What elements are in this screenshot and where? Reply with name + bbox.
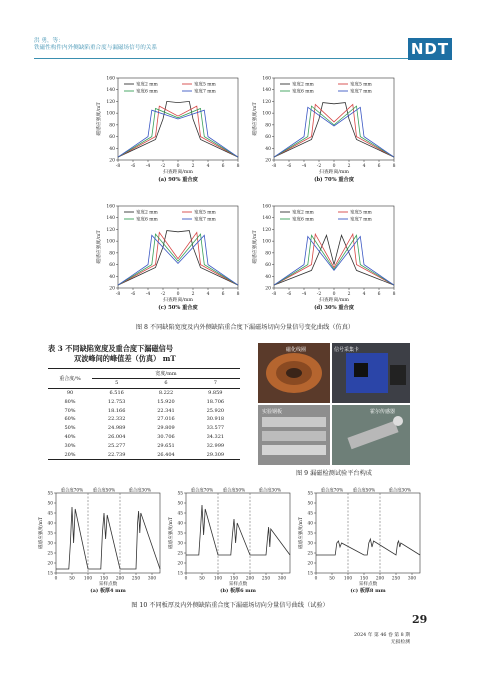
x-tick-label: 8 [392, 164, 396, 169]
y-tick-label: 30 [307, 541, 313, 547]
y-axis-label: 磁感应强度/mT [299, 517, 304, 549]
x-tick-label: 2 [191, 164, 195, 169]
y-axis-label: 磁感应强度/mT [97, 230, 102, 264]
section-label: 重合度70% [60, 488, 84, 494]
y-tick-label: 100 [106, 111, 115, 117]
table3-col: 5 [115, 380, 119, 387]
fig8-chart-d [248, 200, 398, 318]
legend-label: 宽度6 mm [292, 89, 314, 95]
running-header [34, 38, 157, 52]
table-cell: 29.651 [157, 442, 175, 449]
table-cell: 18.706 [206, 398, 225, 405]
series-line [274, 103, 394, 158]
y-tick-label: 40 [109, 146, 115, 152]
table-cell: 15.920 [157, 398, 175, 405]
panel-label: (c) 50% 重合度 [158, 305, 198, 311]
y-tick-label: 80 [109, 251, 115, 257]
legend-label: 宽度5 mm [194, 82, 216, 88]
series-line [274, 107, 394, 157]
x-tick-label: 8 [236, 292, 240, 297]
x-tick-label: 0 [176, 164, 180, 169]
y-tick-label: 45 [307, 511, 313, 517]
section-label: 重合度30% [388, 488, 412, 494]
x-axis-label: 扫查距离/mm [163, 170, 193, 175]
x-tick-label: 0 [54, 576, 58, 582]
y-tick-label: 55 [307, 491, 313, 497]
y-tick-label: 40 [265, 146, 271, 152]
table-row [48, 441, 240, 450]
x-tick-label: -8 [271, 164, 277, 169]
y-tick-label: 40 [109, 274, 115, 280]
y-tick-label: 60 [265, 135, 271, 141]
photo-label: 磁化线圈 [286, 347, 307, 353]
x-tick-label: 250 [131, 576, 141, 582]
x-tick-label: 100 [213, 576, 223, 582]
x-tick-label: 4 [362, 164, 366, 169]
header-rule [34, 58, 410, 59]
fig8-chart-c [92, 200, 242, 318]
y-tick-label: 20 [265, 158, 271, 164]
x-tick-label: -2 [316, 164, 322, 169]
y-tick-label: 140 [262, 88, 271, 94]
y-tick-label: 160 [262, 76, 271, 82]
table3 [48, 368, 240, 460]
table-cell: 22.332 [107, 416, 126, 423]
x-tick-label: 200 [115, 576, 125, 582]
table-cell: 33.577 [206, 425, 225, 432]
table-row [48, 388, 240, 397]
header-title: 铁磁性构件内外侧缺陷重合度与漏磁场信号的关系 [34, 45, 158, 51]
legend-label: 宽度5 mm [194, 210, 216, 216]
journal-logo: NDT [408, 38, 452, 60]
section-label: 重合度50% [92, 488, 116, 494]
x-tick-label: -6 [286, 164, 292, 169]
x-tick-label: 0 [332, 164, 336, 169]
photo-label: 霍尔传感器 [370, 409, 396, 415]
x-tick-label: 250 [391, 576, 401, 582]
y-tick-label: 40 [177, 521, 183, 527]
fig10-chart-a [36, 485, 166, 597]
x-tick-label: 150 [359, 576, 369, 582]
y-tick-label: 60 [109, 263, 115, 269]
table-cell: 25.277 [107, 442, 126, 449]
y-tick-label: 20 [307, 561, 313, 567]
legend-label: 宽度6 mm [136, 217, 158, 223]
legend-label: 宽度7 mm [194, 217, 216, 223]
x-tick-label: 100 [83, 576, 93, 582]
y-tick-label: 40 [265, 274, 271, 280]
fig8-caption: 图 8 不同缺陷宽度及内外侧缺陷重合度下漏磁场切向分量信号变化曲线（仿真） [135, 324, 355, 331]
fig8-chart-b [248, 72, 398, 190]
table-cell: 20% [64, 451, 76, 458]
journal-name: 无损检测 [390, 640, 410, 645]
x-tick-label: 2 [191, 292, 195, 297]
panel-label: (d) 30% 重合度 [314, 305, 354, 311]
y-tick-label: 25 [307, 551, 313, 557]
photo-label: 信号采集卡 [334, 347, 360, 353]
series-line [274, 235, 394, 285]
x-tick-label: 50 [69, 576, 75, 582]
x-tick-label: -4 [301, 164, 307, 169]
series-line [56, 507, 160, 569]
y-tick-label: 100 [262, 239, 271, 245]
x-tick-label: -8 [271, 292, 277, 297]
table-cell: 22.739 [107, 451, 126, 458]
fig9-caption: 图 9 漏磁检测试验平台构成 [296, 470, 372, 477]
page-number: 29 [412, 613, 428, 626]
table-cell: 80% [64, 398, 76, 405]
y-tick-label: 55 [47, 491, 53, 497]
x-tick-label: 0 [176, 292, 180, 297]
y-tick-label: 160 [106, 76, 115, 82]
y-tick-label: 60 [265, 263, 271, 269]
x-tick-label: 100 [343, 576, 353, 582]
table-cell: 32.999 [206, 442, 225, 449]
panel-label: (a) 90% 重合度 [158, 177, 198, 183]
legend-label: 宽度5 mm [350, 82, 372, 88]
fig10-chart-c [296, 485, 426, 597]
y-tick-label: 80 [265, 251, 271, 257]
fig10-caption: 图 10 不同板厚及内外侧缺陷重合度下漏磁场切向分量信号曲线（试验） [131, 602, 329, 609]
x-tick-label: 200 [245, 576, 255, 582]
y-tick-label: 45 [177, 511, 183, 517]
y-tick-label: 120 [262, 227, 271, 233]
plot-frame [316, 493, 420, 573]
table3-title-line2: 双波峰间的峰值差（仿真） mT [74, 354, 176, 363]
x-tick-label: 6 [221, 292, 225, 297]
panel-label: (b) 70% 重合度 [314, 177, 354, 183]
series-line [118, 110, 238, 157]
table3-corner: 重合度/% [48, 369, 92, 389]
y-axis-label: 磁感应强度/mT [169, 517, 174, 549]
x-tick-label: 2 [347, 164, 351, 169]
y-tick-label: 20 [109, 286, 115, 292]
x-tick-label: -4 [301, 292, 307, 297]
fig8-chart-a [92, 72, 242, 190]
table-row [48, 415, 240, 424]
table-row [48, 397, 240, 406]
x-axis-label: 扫查距离/mm [319, 298, 349, 303]
legend-label: 宽度2 mm [136, 210, 158, 216]
x-tick-label: -2 [316, 292, 322, 297]
series-line [274, 106, 394, 157]
x-tick-label: 300 [277, 576, 287, 582]
table-cell: 50% [64, 425, 76, 432]
section-label: 重合度30% [128, 488, 152, 494]
table-cell: 30.706 [157, 433, 175, 440]
y-tick-label: 140 [262, 216, 271, 222]
x-tick-label: 0 [332, 292, 336, 297]
y-tick-label: 160 [262, 204, 271, 210]
y-tick-label: 60 [109, 135, 115, 141]
section-label: 重合度50% [222, 488, 246, 494]
y-tick-label: 15 [177, 571, 183, 577]
x-tick-label: -2 [160, 292, 166, 297]
x-tick-label: 150 [99, 576, 109, 582]
issue-info: 2024 年 第 46 卷 第 8 期 [353, 633, 410, 638]
x-tick-label: 0 [314, 576, 318, 582]
table-row [48, 424, 240, 433]
table-cell: 29.809 [157, 425, 175, 432]
legend-label: 宽度6 mm [292, 217, 314, 223]
section-label: 重合度70% [320, 488, 344, 494]
table-cell: 9.859 [208, 389, 223, 396]
x-tick-label: -2 [160, 164, 166, 169]
table-cell: 70% [64, 407, 76, 414]
panel-label: (b) 板厚6 mm [220, 588, 256, 594]
x-tick-label: -6 [286, 292, 292, 297]
table-cell: 29.309 [206, 451, 225, 458]
y-tick-label: 55 [177, 491, 183, 497]
table-cell: 26.004 [107, 433, 126, 440]
coil-icon [266, 353, 322, 393]
x-tick-label: 300 [407, 576, 417, 582]
legend-label: 宽度7 mm [350, 217, 372, 223]
y-tick-label: 25 [177, 551, 183, 557]
y-tick-label: 30 [177, 541, 183, 547]
x-tick-label: 8 [236, 164, 240, 169]
series-line [118, 231, 238, 286]
table-cell: 18.166 [107, 407, 126, 414]
y-tick-label: 15 [47, 571, 53, 577]
x-tick-label: 4 [206, 164, 210, 169]
y-axis-label: 磁感应强度/mT [39, 517, 44, 549]
y-tick-label: 50 [307, 501, 313, 507]
legend-label: 宽度2 mm [136, 82, 158, 88]
y-tick-label: 50 [47, 501, 53, 507]
x-tick-label: 50 [199, 576, 205, 582]
y-tick-label: 140 [106, 88, 115, 94]
series-line [118, 101, 238, 157]
y-tick-label: 50 [177, 501, 183, 507]
x-tick-label: 6 [377, 292, 381, 297]
series-line [316, 539, 420, 555]
x-tick-label: -8 [115, 164, 121, 169]
legend-label: 宽度6 mm [136, 89, 158, 95]
y-tick-label: 30 [47, 541, 53, 547]
y-tick-label: 80 [109, 123, 115, 129]
y-tick-label: 35 [47, 531, 53, 537]
series-line [186, 505, 290, 555]
table3-title [48, 344, 248, 364]
x-tick-label: 250 [261, 576, 271, 582]
x-tick-label: 6 [221, 164, 225, 169]
table-cell: 27.016 [157, 416, 175, 423]
legend-label: 宽度5 mm [350, 210, 372, 216]
legend-label: 宽度2 mm [292, 82, 314, 88]
table-cell: 25.920 [206, 407, 225, 414]
y-tick-label: 20 [177, 561, 183, 567]
series-line [274, 234, 394, 285]
x-tick-label: 4 [362, 292, 366, 297]
table-cell: 90 [66, 389, 74, 396]
panel-label: (c) 板厚8 mm [350, 588, 386, 594]
x-tick-label: 50 [329, 576, 335, 582]
y-tick-label: 120 [262, 99, 271, 105]
table3-col: 7 [213, 380, 217, 387]
table-cell: 24.989 [107, 425, 126, 432]
y-tick-label: 100 [106, 239, 115, 245]
y-tick-label: 80 [265, 123, 271, 129]
section-label: 重合度70% [190, 488, 214, 494]
series-line [118, 106, 238, 157]
y-tick-label: 20 [47, 561, 53, 567]
table3-col: 6 [164, 380, 168, 387]
table-cell: 12.753 [107, 398, 126, 405]
table-row [48, 406, 240, 415]
series-line [118, 232, 238, 285]
y-tick-label: 35 [307, 531, 313, 537]
table3-group-header: 宽度/mm [92, 369, 240, 379]
legend-label: 宽度7 mm [350, 89, 372, 95]
table-cell: 34.321 [206, 433, 225, 440]
x-tick-label: -4 [145, 292, 151, 297]
table-cell: 26.404 [157, 451, 175, 458]
x-axis-label: 扫查距离/mm [319, 170, 349, 175]
table-cell: 30% [64, 442, 76, 449]
x-axis-label: 扫查距离/mm [163, 298, 193, 303]
photo-label: 实验钢板 [262, 409, 283, 415]
legend-label: 宽度7 mm [194, 89, 216, 95]
y-tick-label: 120 [106, 99, 115, 105]
table-cell: 6.516 [109, 389, 124, 396]
table-cell: 30.918 [206, 416, 225, 423]
panel-label: (a) 板厚4 mm [90, 588, 126, 594]
series-line [274, 104, 394, 157]
x-axis-label: 采样点数 [228, 582, 248, 587]
table-row [48, 450, 240, 459]
journal-footer [350, 632, 410, 646]
plot-frame [56, 493, 160, 573]
header-authors: 洪 勇，等： [34, 38, 64, 44]
y-axis-label: 磁感应强度/mT [253, 230, 258, 264]
x-tick-label: 4 [206, 292, 210, 297]
section-label: 重合度50% [352, 488, 376, 494]
y-tick-label: 20 [265, 286, 271, 292]
x-tick-label: 6 [377, 164, 381, 169]
x-axis-label: 采样点数 [98, 582, 118, 587]
y-axis-label: 磁感应强度/mT [97, 102, 102, 136]
y-tick-label: 40 [47, 521, 53, 527]
x-tick-label: 150 [229, 576, 239, 582]
y-axis-label: 磁感应强度/mT [253, 102, 258, 136]
steel-plates-icon [262, 417, 326, 455]
y-tick-label: 140 [106, 216, 115, 222]
x-tick-label: 200 [375, 576, 385, 582]
series-line [118, 234, 238, 285]
y-tick-label: 25 [47, 551, 53, 557]
table-row [48, 433, 240, 442]
table-cell: 22.341 [157, 407, 175, 414]
y-tick-label: 160 [106, 204, 115, 210]
table-cell: 40% [64, 433, 76, 440]
section-label: 重合度30% [258, 488, 282, 494]
x-tick-label: -6 [130, 164, 136, 169]
series-line [118, 235, 238, 285]
x-tick-label: 0 [184, 576, 188, 582]
table-cell: 8.222 [158, 389, 174, 396]
x-tick-label: -4 [145, 164, 151, 169]
y-tick-label: 20 [109, 158, 115, 164]
x-tick-label: -6 [130, 292, 136, 297]
y-tick-label: 40 [307, 521, 313, 527]
x-tick-label: 2 [347, 292, 351, 297]
y-tick-label: 35 [177, 531, 183, 537]
y-tick-label: 15 [307, 571, 313, 577]
fig9-photo [258, 343, 410, 465]
y-tick-label: 100 [262, 111, 271, 117]
x-tick-label: 300 [147, 576, 157, 582]
y-tick-label: 45 [47, 511, 53, 517]
y-tick-label: 120 [106, 227, 115, 233]
table-cell: 60% [64, 416, 76, 423]
table3-body [48, 388, 240, 459]
fig10-chart-b [166, 485, 296, 597]
x-tick-label: -8 [115, 292, 121, 297]
table3-title-line1: 表 3 不同缺陷宽度及重合度下漏磁信号 [48, 344, 174, 353]
legend-label: 宽度2 mm [292, 210, 314, 216]
x-tick-label: 8 [392, 292, 396, 297]
x-axis-label: 采样点数 [358, 582, 378, 587]
